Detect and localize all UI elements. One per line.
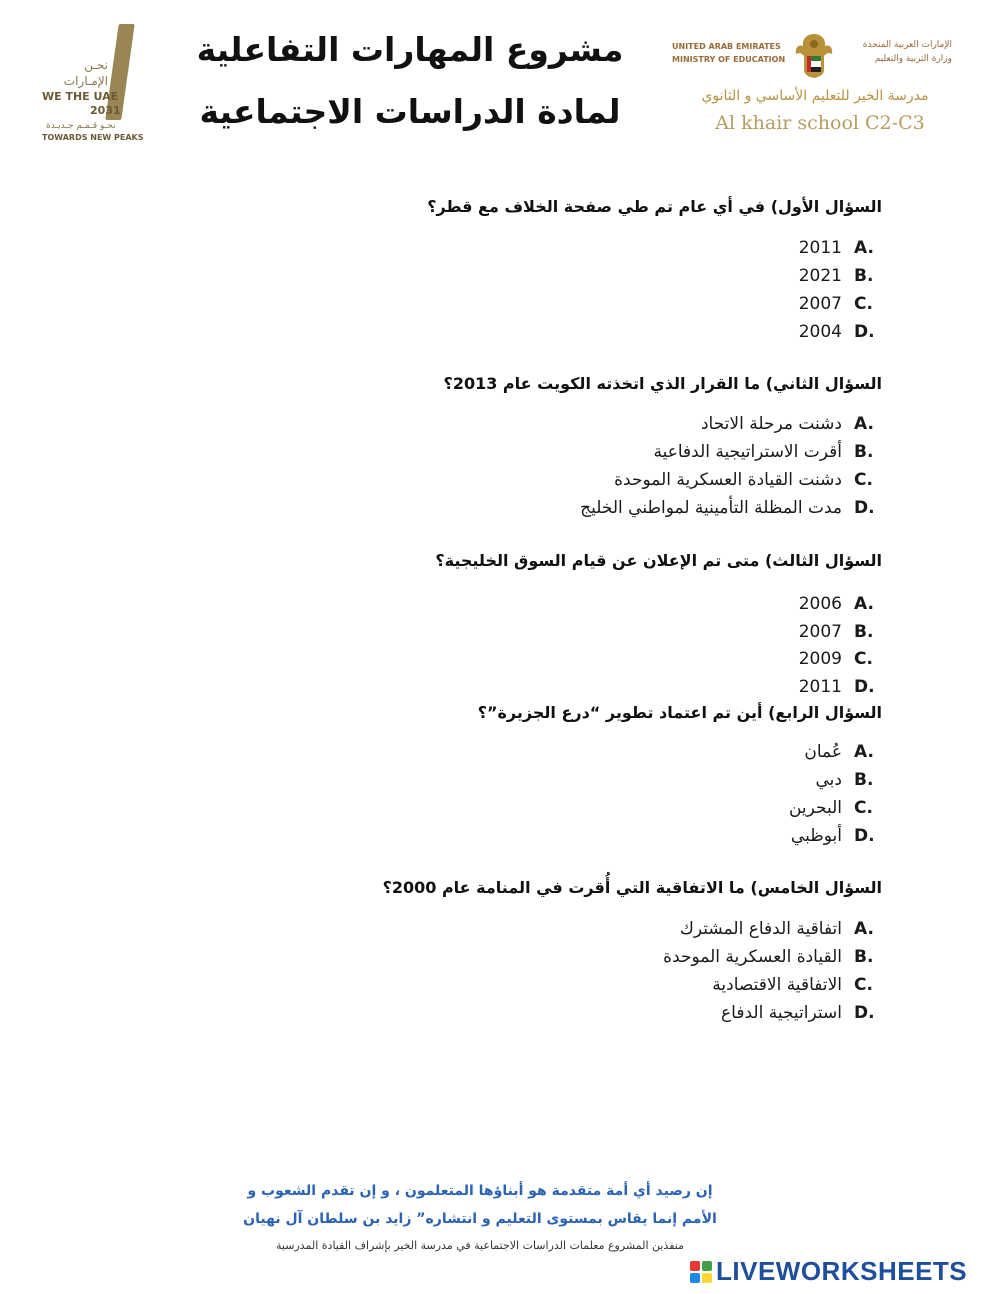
uae-2031-en-line2: 2031: [90, 104, 121, 117]
option-text: دبي: [815, 770, 842, 790]
question-3: السؤال الثالث) متى تم الإعلان عن قيام السوق الخليجية؟: [435, 551, 882, 570]
option-text: البحرين: [788, 798, 842, 818]
option-letter: C.: [854, 975, 873, 995]
question-5-option-d[interactable]: [422, 1000, 882, 1026]
uae-2031-ar-line1: نحـن: [84, 58, 108, 72]
question-5-option-c[interactable]: [422, 972, 882, 998]
logo-square: [702, 1261, 712, 1271]
question-5: السؤال الخامس) ما الاتفاقية التي أُقرت في المنامة عام 2000؟: [382, 878, 882, 897]
liveworksheets-logo-icon: [690, 1261, 712, 1283]
option-text: اتفاقية الدفاع المشترك: [679, 919, 842, 939]
question-2-option-c[interactable]: [422, 467, 882, 493]
option-letter: B.: [854, 622, 874, 642]
liveworksheets-brand[interactable]: [690, 1256, 967, 1287]
option-text: 2007: [798, 294, 842, 314]
option-text: 2021: [798, 266, 842, 286]
ministry-en-line2: MINISTRY OF EDUCATION: [672, 55, 786, 64]
logo-square: [690, 1273, 700, 1283]
logo-square: [690, 1261, 700, 1271]
option-letter: B.: [854, 266, 874, 286]
question-4-option-a[interactable]: [422, 739, 882, 765]
option-letter: C.: [854, 470, 873, 490]
option-letter: D.: [854, 677, 875, 697]
option-text: دشنت القيادة العسكرية الموحدة: [614, 470, 842, 490]
option-text: القيادة العسكرية الموحدة: [663, 947, 842, 967]
page-title-line1: مشروع المهارات التفاعلية: [196, 30, 624, 69]
option-text: مدت المظلة التأمينية لمواطني الخليج: [580, 498, 842, 518]
option-text: أقرت الاستراتيجية الدفاعية: [653, 442, 842, 462]
option-text: 2009: [798, 649, 842, 669]
option-letter: D.: [854, 322, 875, 342]
option-letter: D.: [854, 826, 875, 846]
question-1-option-d[interactable]: [422, 319, 882, 345]
question-4-option-c[interactable]: [422, 795, 882, 821]
question-2-option-d[interactable]: [422, 495, 882, 521]
option-letter: D.: [854, 1003, 875, 1023]
option-letter: A.: [854, 238, 874, 258]
option-letter: A.: [854, 919, 874, 939]
school-name-ar: مدرسة الخير للتعليم الأساسي و الثانوي: [701, 88, 929, 104]
option-text: 2004: [798, 322, 842, 342]
option-letter: A.: [854, 414, 874, 434]
option-text: الاتفاقية الاقتصادية: [712, 975, 842, 995]
uae-2031-ar-tagline: نحـو قـمـم جـديـدة: [46, 121, 116, 131]
option-text: 2011: [798, 238, 842, 258]
option-letter: A.: [854, 594, 874, 614]
page-title-line2: لمادة الدراسات الاجتماعية: [199, 92, 621, 131]
option-text: 2011: [798, 677, 842, 697]
ministry-en-line1: UNITED ARAB EMIRATES: [672, 42, 781, 51]
question-3-option-c[interactable]: [422, 646, 882, 672]
question-2: السؤال الثاني) ما القرار الذي اتخذته الكويت عام 2013؟: [443, 374, 882, 393]
ministry-logo: [672, 28, 962, 84]
option-letter: C.: [854, 294, 873, 314]
option-letter: B.: [854, 442, 874, 462]
question-4: السؤال الرابع) أين تم اعتماد تطوير “درع الجزيرة”؟: [477, 703, 882, 722]
question-4-option-b[interactable]: [422, 767, 882, 793]
uae-2031-logo: [40, 20, 150, 145]
ministry-en-text: [672, 40, 785, 66]
question-5-option-a[interactable]: [422, 916, 882, 942]
option-letter: D.: [854, 498, 875, 518]
option-letter: B.: [854, 770, 874, 790]
uae-2031-ar-line2: الإمـارات: [63, 74, 108, 88]
question-3-option-d[interactable]: [422, 674, 882, 700]
option-letter: C.: [854, 649, 873, 669]
question-3-option-b[interactable]: [422, 619, 882, 645]
option-text: استراتيجية الدفاع: [721, 1003, 842, 1023]
school-name-en: Al khair school C2-C3: [715, 112, 925, 134]
option-letter: A.: [854, 742, 874, 762]
ministry-ar-text: [863, 38, 952, 66]
question-1-option-c[interactable]: [422, 291, 882, 317]
ministry-ar-line1: الإمارات العربية المتحدة: [862, 40, 952, 50]
liveworksheets-wordmark: LIVEWORKSHEETS: [716, 1256, 968, 1286]
question-1: السؤال الأول) في أي عام تم طي صفحة الخلاف مع قطر؟: [427, 197, 882, 216]
option-text: دشنت مرحلة الاتحاد: [700, 414, 842, 434]
uae-emblem-icon: [792, 30, 836, 80]
question-1-option-a[interactable]: [422, 235, 882, 261]
question-5-option-b[interactable]: [422, 944, 882, 970]
option-text: 2007: [798, 622, 842, 642]
footer-credit: منفذين المشروع معلمات الدراسات الاجتماعية في مدرسة الخير بإشراف القيادة المدرسية: [276, 1239, 684, 1252]
footer-quote-line2: الأمم إنما يقاس بمستوى التعليم و انتشاره” زايد بن سلطان آل نهيان: [243, 1211, 717, 1227]
uae-2031-en-tagline: TOWARDS NEW PEAKS: [42, 133, 144, 142]
option-letter: C.: [854, 798, 873, 818]
question-2-option-b[interactable]: [422, 439, 882, 465]
option-text: أبوظبي: [790, 826, 842, 846]
option-text: 2006: [798, 594, 842, 614]
option-text: عُمان: [804, 742, 842, 762]
question-2-option-a[interactable]: [422, 411, 882, 437]
ministry-ar-line2: وزارة التربية والتعليم: [874, 54, 952, 64]
logo-square: [702, 1273, 712, 1283]
option-letter: B.: [854, 947, 874, 967]
question-4-option-d[interactable]: [422, 823, 882, 849]
footer-quote-line1: إن رصيد أي أمة متقدمة هو أبناؤها المتعلمون ، و إن تقدم الشعوب و: [247, 1183, 713, 1199]
question-1-option-b[interactable]: [422, 263, 882, 289]
uae-2031-en-line1: WE THE UAE: [42, 90, 119, 103]
question-3-option-a[interactable]: [422, 591, 882, 617]
